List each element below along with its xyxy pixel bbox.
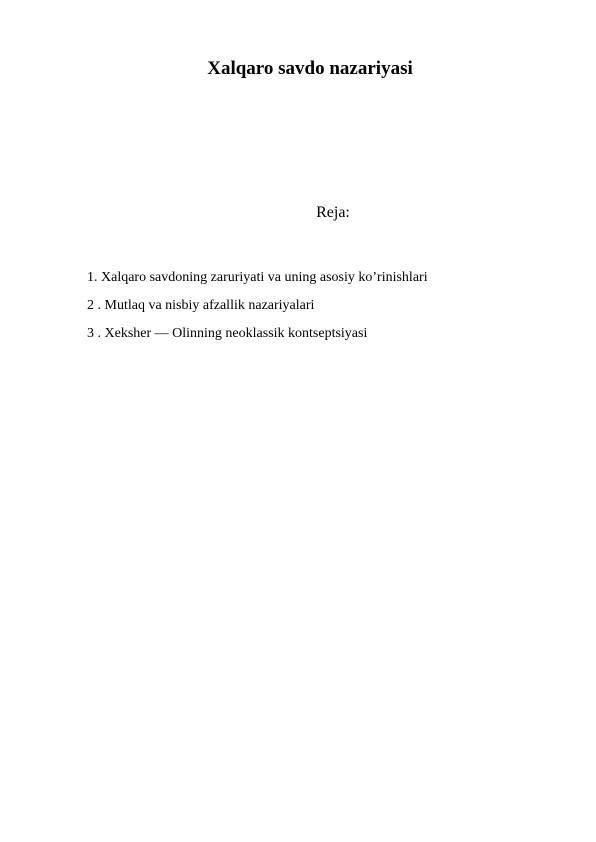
plan-list: [87, 264, 428, 348]
plan-item: 3 . Xeksher — Olinning neoklassik kontseptsiyasi: [87, 326, 368, 341]
plan-heading: Reja:: [316, 204, 350, 221]
plan-item: 2 . Mutlaq va nisbiy afzallik nazariyalari: [87, 298, 315, 313]
plan-item: 1. Xalqaro savdoning zaruriyati va uning asosiy ko’rinishlari: [87, 270, 428, 285]
document-title: Xalqaro savdo nazariyasi: [207, 58, 413, 79]
